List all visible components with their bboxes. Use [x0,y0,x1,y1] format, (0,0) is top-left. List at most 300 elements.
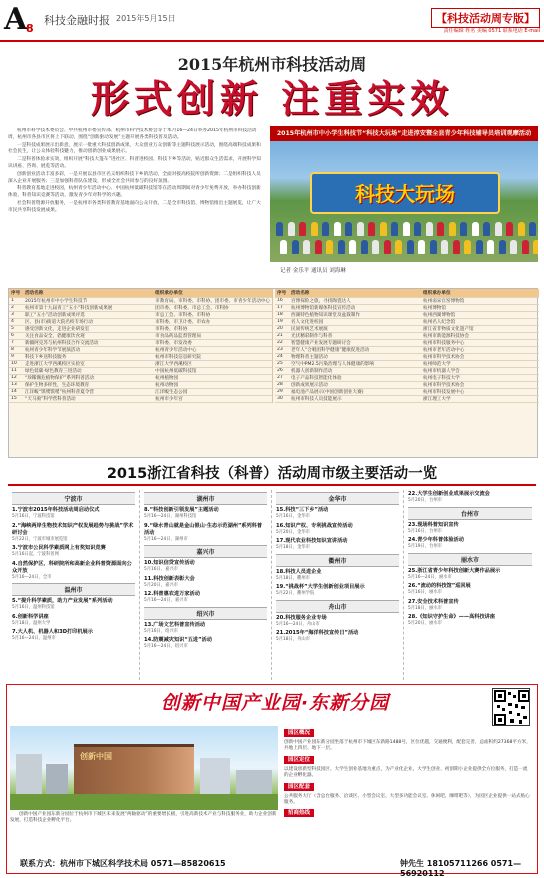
event-item [276,630,399,643]
photo-figure [303,240,310,254]
organizer: 杭州市科技信息研究院 [153,353,272,360]
event-details: 5月16—24日，温州市 [12,636,56,641]
photo-figure [315,240,322,254]
row-number: 11 [9,367,23,374]
event-title: 23.现场科普知识宣传 [408,521,459,528]
activity-name: 职工“五小”活动创新成果评选 [23,311,153,318]
event-item [276,507,399,520]
photo-stage-sign: 科技大玩场 [355,182,455,206]
photo-figure [476,240,483,254]
event-title: 1.宁波市2015年科技活动周启动仪式 [12,507,100,513]
table-row [9,360,272,367]
region-header: 衢州市 [276,554,399,567]
table-row [9,388,272,395]
photo-figure [276,222,283,236]
event-title: 15.科技“三下乡”活动 [276,507,329,513]
event-details: 5月16—24日，舟山市 [276,621,320,627]
activity-name: 创新成果展示活动 [289,381,421,388]
row-number: 25 [275,360,289,367]
table-row [275,304,539,311]
region-header: 台州市 [408,507,532,520]
organizer: 杭州名人纪念馆 [421,318,539,325]
region-header: 金华市 [276,492,399,505]
photo-figure [292,240,299,254]
activity-name: 杭州博物馆新媒体科技宣传活动 [289,304,421,311]
photo-figure [395,240,402,254]
table-row [275,381,539,388]
headline: 形式创新 注重实效 [90,77,454,121]
event-item [144,622,267,635]
row-number: 26 [275,367,289,374]
organizer: 杭州南宋官窑博物馆 [421,297,539,304]
col-header-org: 组织承办单位 [421,289,539,297]
activity-name: 江洋畈“馍噗馍噗”杭州科普夏令营 [23,388,153,395]
organizer: 杭州电子科技大学 [421,374,539,381]
event-details: 5月16—24日，丽水市 [408,574,452,580]
organizer: 杭州市科技服务中心 [421,339,539,346]
photo-figure [403,222,410,236]
article-paragraph: 二是科普体验求实效，组织开展“科技大篷车”进社区、科普进校园、科技下乡等活动，贴近群众生活需求，开展科学知识讲座、咨询、展览等活动。 [8,157,261,169]
event-title: 24.青少年科普体验活动 [408,537,464,543]
row-number: 21 [275,332,289,339]
events-column [140,490,272,680]
photo-figure [414,222,421,236]
organizer: 市食品药品监督管理局 [153,332,272,339]
event-title: 26.“流动的科技馆”巡回展 [408,583,471,589]
table-row [275,353,539,360]
row-number: 14 [9,388,23,395]
organizer: 市科委、市卫计委、市农办 [153,318,272,325]
photo-figure [299,222,306,236]
activity-name: 杭州市科技人员技能展示 [289,395,421,402]
table-row [9,339,272,346]
photo-figure [453,240,460,254]
event-title: 3.宁波市公民科学素质网上有奖知识竞赛 [12,545,106,551]
row-number: 5 [9,325,23,332]
event-details: 5月16—24日，绍兴市 [144,644,188,649]
event-details: 5月22日，宁波市城市展览馆 [12,536,68,542]
photo-figure [449,222,456,236]
photo-figure [430,240,437,254]
article-paragraph: 科普教育基地走进校园，杭州青少年活动中心、中国杭州低碳科技馆等在活动周期间对青少年免费开放，举办科技创新体验、科普知识竞赛等活动，激发青少年对科学的兴趣。 [8,186,261,199]
table-row [275,360,539,367]
photo-figure [345,222,352,236]
activity-name: 民间传统艺术展演 [289,325,421,332]
row-number: 19 [275,318,289,325]
photo-banner: 2015年杭州市中小学生科技节“科技大玩场”走进淳安暨全县青少年科技辅导员培训观摩活动 [270,126,538,141]
byline: 记者 金乐平 通讯员 刘海琳 [280,268,346,274]
event-title: 21.2015年“海洋科技宣传日”活动 [276,630,359,636]
organizer: 杭州植物园 [153,374,272,381]
event-item [408,614,532,627]
event-details: 5月20日，金华市 [276,529,310,535]
row-number: 12 [9,374,23,381]
table-row [275,325,539,332]
event-details: 5月20日，丽水市 [408,621,442,626]
event-title: 5.“提升科学素质，助力产业发展”系列活动 [12,598,113,604]
event-details: 5月16日，丽水市 [408,590,442,595]
kicker-title: 2015年杭州市科技活动周 [177,55,367,74]
table-row [9,332,272,339]
table-row [275,388,539,395]
event-details: 5月18日，温州大学 [12,620,51,626]
activity-table [8,288,538,458]
event-details: 5月16—24日，湖州市 [144,536,188,542]
photo-figure [338,240,345,254]
organizer: 市总工会、市科委、市科协 [153,311,272,318]
photo-figure [529,222,536,236]
organizer: 杭州市科学技术协会 [421,381,539,388]
event-title: 13.广场文艺科普宣传活动 [144,621,206,628]
region-header: 温州市 [12,583,135,596]
photo-figure [533,240,538,254]
event-item [144,576,267,589]
organizer: 江洋畈生态公园 [153,388,272,395]
photo-figure [495,222,502,236]
organizer: 杭州西湖博物馆 [421,311,539,318]
organizer: 杭州青少年活动中心 [153,346,272,353]
event-item [276,615,399,628]
photo-figure [368,222,375,236]
event-title: 9.“绿水青山就是金山银山·生态示范湖州”系列科普活动 [144,522,263,536]
event-details: 5月20日，嘉兴市 [144,582,178,588]
photo-figure [349,240,356,254]
activity-name: 光伏精彩制作与科普 [289,332,421,339]
row-number: 1 [9,297,23,304]
region-header: 丽水市 [408,553,532,566]
activity-name: 电子产品科技智能化体验 [289,374,421,381]
row-number: 30 [275,395,289,402]
event-details: 5月16日起，宁波科普网 [12,552,59,557]
organizer: 杭州市科技发展中心 [421,388,539,395]
organizer: 浙江理工大学 [421,395,539,402]
table-row [9,374,272,381]
event-title: 19.“挑战杯”大学生创新创业项目展示 [276,584,365,590]
region-header: 湖州市 [144,492,267,505]
event-details: 5月22日，衢州学院 [276,591,315,596]
table-row [275,339,539,346]
article-paragraph: 杭州市科学技术委员会、中共杭州市委宣传部、杭州市科学技术协会等于本月16—24日举办2015年杭州市科技活动周，杭州市各县市区将上下联动，围绕“创新驱动发展”主题开展各类科技普及活动。 [8,128,257,140]
event-item [144,591,267,604]
ad-tag: 园区概况 [284,729,314,737]
table-row [275,374,539,381]
table-row [9,346,272,353]
event-title: 2.“海峡两岸生物技术知识产权发展趋势与挑战”学术研讨会 [12,522,134,536]
ad-hotline: 钟先生 18105711266 0571—56920112 [400,859,522,878]
ad-contact: 联系方式：杭州市下城区科学技术局 0571—85820615 [20,859,226,868]
activity-name: 机器人创新制作活动 [289,367,421,374]
event-item [408,491,532,504]
activity-name: 感受创新文化，走进企业研发室 [23,325,153,332]
photo-figure [441,240,448,254]
row-number: 9 [9,353,23,360]
table-row [275,311,539,318]
table-row [9,325,272,332]
photo-figure [464,240,471,254]
ad-tag: 招商热线 [284,809,314,817]
row-number: 15 [9,395,23,402]
table-row [9,318,272,325]
region-header: 宁波市 [12,492,135,505]
col-header-org: 组织承办单位 [153,289,272,297]
event-item [12,545,135,558]
table-row [9,381,272,388]
activity-name: 新疆阿克苏与杭州科技合作交流活动 [23,339,153,346]
row-number: 27 [275,374,289,381]
table-row [9,367,272,374]
row-number: 3 [9,311,23,318]
table-row [9,311,272,318]
event-title: 17.现代农业科技知识宣讲活动 [276,538,348,544]
event-item [12,561,135,581]
activity-name: 2015年杭州市中小学生科技节 [23,297,153,304]
event-item [12,614,135,627]
event-title: 11.科技创新表彰大会 [144,575,195,582]
organizer: 浙江省非物质文化遗产馆 [421,325,539,332]
activity-name: 智慧健康产业发展专题研讨会 [289,339,421,346]
section-title: 2015浙江省科技（科普）活动周市级主要活动一览 [106,466,438,482]
section-brand: 【科技活动周专版】 [431,8,540,28]
event-title: 10.知识信贷宣传活动 [144,560,195,566]
event-item [12,598,135,611]
event-title: 7.大人机、机器人和3D打印机展示 [12,629,93,635]
activity-name: “珍稀濒危植物保护”系列科普活动 [23,374,153,381]
activity-name: 名人文化进校园 [289,318,421,325]
event-item [276,538,399,551]
organizer: 杭州市新能源科技协会 [421,332,539,339]
activity-name: 科技下乡送科技服务 [23,353,153,360]
ad-description: 创新中国产业园东新分园位于杭州市下城区未来发展“两轴驱动”的重要增长极，引进高新技术产业与科技服务业，助力企业创新发展，打造科技企业孵化平台。 [10,812,277,824]
photo-figure [384,240,391,254]
photo-figure [487,240,494,254]
row-number: 7 [9,339,23,346]
photo-figure [437,222,444,236]
activity-name: 空气中PM2.5污染治理与人体健康的影响 [289,360,421,367]
photo-figure [280,240,287,254]
lawn [10,794,278,810]
event-title: 20.科技服务企业专场 [276,614,327,621]
event-details: 5月16日，温州科技馆 [12,605,55,610]
event-item [408,522,532,535]
ad-building-image [10,726,278,810]
article-paragraph: 一是科技成果展示出新意，展示一批重大科技创新成果，大众创业万众创新等主题科技展示活动，围绕高端科技成果和社会民生，让公众体验科技魅力，推动创新创业成果展示。 [8,142,261,155]
row-number: 2 [9,304,23,311]
region-header: 嘉兴市 [144,545,267,558]
row-number: 6 [9,332,23,339]
event-details: 5月16—24日，湖州科技馆 [144,514,197,519]
activity-name: “天马驹”科学营科普活动 [23,395,153,402]
photo-figure [407,240,414,254]
main-building [74,744,194,794]
event-item [276,523,399,536]
table-row [9,304,272,311]
event-details: 5月16—24日，嘉兴市 [144,598,188,603]
activity-table-left [9,289,273,403]
events-column [8,490,140,680]
event-item [408,599,532,612]
photo-figure [418,240,425,254]
row-number: 4 [9,318,23,325]
event-title: 14.防震减灾知识“五进”活动 [144,637,212,643]
event-item [144,523,267,543]
ad-details [284,726,532,820]
event-details: 5月18日，金华市 [276,545,310,550]
table-row [9,297,272,304]
page-letter: A [4,2,28,37]
event-details: 5月16日，绍兴市 [144,628,178,634]
organizer: 杭州动物园 [153,381,272,388]
event-item [408,568,532,581]
building [236,770,272,794]
building-sign: 创新中国 [80,752,112,761]
events-column [404,490,536,680]
organizer: 市教育局、市科委、市科协、团市委、市青少年活动中心 [155,298,270,304]
ad-title: 创新中国产业园·东新分园 [160,692,390,714]
event-details: 5月16日，嘉兴市 [144,567,178,572]
photo-figure [391,222,398,236]
event-details: 5月20日，台州市 [408,498,442,503]
organizer: 杭州博物馆 [421,304,539,311]
activity-name: 关注食品安全，倡健康饮食观 [23,332,153,339]
row-number: 13 [9,381,23,388]
activity-name: 绿色低碳·绿色教育三进活动 [23,367,153,374]
photo-figure [460,222,467,236]
article-paragraph: 创新创业活动丰富多彩，一是开展以县市区名义组织科技下乡的活动，全面对接高校院所创新资源；二是组织科技人员深入企业开展服务；三是加强科普队伍建设，形成全社会共同参与的良好氛围。 [8,171,261,184]
row-number: 23 [275,346,289,353]
event-item [12,523,135,543]
table-row [275,332,539,339]
event-details: 5月19日，台州市 [408,544,442,549]
event-item [276,569,399,582]
activity-name: 杭州青少年科学节展演活动 [23,346,153,353]
lead-article [8,128,263,276]
photo-figure [499,240,506,254]
activity-name: 走进浙江大学西溪校区实验室 [23,360,153,367]
photo-figure [483,222,490,236]
photo-figure [361,240,368,254]
ad-detail-text: 创新中国产业园东新分园坐落于杭州市下城区东新路1488号，区位优越，交通便利，配套完善，总面积约27368平方米，共地上四层、地下一层。 [284,740,531,752]
photo-figure [522,240,529,254]
activity-name: 物理科普主题活动 [289,353,421,360]
activity-name: 西湖特色植物知识课堂及盆栽制作 [289,311,421,318]
activity-name: 区、县(市)街道大院名校专场行动 [23,318,153,325]
event-title: 22.大学生创新创业成果展示交流会 [408,491,490,497]
issue-date: 2015年5月15日 [116,14,176,23]
photo-figure [357,222,364,236]
photo-figure [311,222,318,236]
table-row [9,395,272,402]
event-details: 5月18日，衢州市 [276,575,310,581]
row-number: 22 [275,339,289,346]
activity-table-right [275,289,539,403]
row-number: 29 [275,388,289,395]
ad-detail-text: 公共服务大厅（含总台服务、洽谈区、小型会议室、大型多功能会议室、休闲吧、咖啡吧等），为园区企业提供一站式贴心服务。 [284,793,530,806]
photo-figure [380,222,387,236]
row-number: 20 [275,325,289,332]
organizer: 市科委、市发改委 [153,339,272,346]
event-item [144,637,267,650]
organizer: 杭州市机器人学会 [421,367,539,374]
event-details: 5月16日，台州市 [408,528,442,534]
event-item [276,584,399,597]
organizer: 杭州市少年宫 [153,395,272,402]
event-item [12,629,135,642]
activity-name: 保护生物多样性，生态环境教育 [23,381,153,388]
event-title: 25.浙江省青少年科技创新大赛作品展示 [408,567,501,574]
building [46,764,68,794]
row-number: 28 [275,381,289,388]
event-title: 4.自然保护区、科研院所和高新企业科普资源面向公众开放 [12,560,132,574]
event-title: 18.科技人员进企业 [276,568,322,575]
photo-figure [518,222,525,236]
table-row [275,318,539,325]
section-rule [8,484,536,486]
table-row [275,346,539,353]
ad-tag: 园区定位 [284,756,314,764]
event-title: 16.知识产权、专利挑战宣传活动 [276,522,353,529]
event-details: 5月16日，宁波科技馆 [12,514,55,519]
region-header: 舟山市 [276,600,399,613]
event-item [144,560,267,573]
photo-figure [326,240,333,254]
activity-name: 老年人“合唱团科学健康”健康促进活动 [289,346,421,353]
event-title: 12.科普惠农进万家活动 [144,591,200,597]
photo-figure [426,222,433,236]
activity-name: 宫博探险之旅，寻找陶瓷达人 [289,297,421,304]
table-row [9,353,272,360]
event-item [408,583,532,596]
photo-figure [510,240,517,254]
event-title: 8.“科技创新引领发展”主题活动 [144,507,219,513]
organizer: 杭州市科学技术协会 [421,353,539,360]
organizer: 杭州师范大学 [421,360,539,367]
event-title: 28.《知识守护生命》——高科技讲座 [408,614,496,620]
event-photo [270,126,538,262]
organizer: 中国杭州低碳科技馆 [153,367,272,374]
row-number: 24 [275,353,289,360]
col-header-no: 序号 [275,289,289,297]
row-number: 17 [275,304,289,311]
activity-name: 杭州市第十九届青工“五小”科技创新成果展 [23,304,153,311]
qr-code-icon[interactable] [492,688,530,726]
organizer: 市科委、市科协 [153,325,272,332]
article-paragraph: 社会科普资源开放服务，一是杭州市各类科普教育基地面向公众开放，二是全市科技馆、博物馆推出主题展览，让广大市民共享科技发展成果。 [8,200,261,213]
table-row [275,395,539,402]
region-header: 绍兴市 [144,607,267,620]
row-number: 10 [9,360,23,367]
building [200,758,230,794]
organizer: 杭州市老年活动中心 [421,346,539,353]
photo-figure [322,222,329,236]
event-item [12,507,135,520]
row-number: 18 [275,311,289,318]
col-header-name: 活动名称 [289,289,421,297]
photo-figure [372,240,379,254]
photo-figure [472,222,479,236]
col-header-name: 活动名称 [23,289,153,297]
photo-figure [506,222,513,236]
table-row [275,367,539,374]
photo-figure [288,222,295,236]
event-details: 5月18日，舟山市 [276,637,310,642]
event-title: 27.安全技术科普宣传 [408,598,459,605]
organizer: 浙江大学西溪校区 [153,360,272,367]
building [16,754,42,794]
row-number: 16 [275,297,289,304]
event-item [408,537,532,550]
paper-name: 科技金融时报 [44,14,110,27]
event-details: 5月16—24日，全市 [12,574,52,580]
